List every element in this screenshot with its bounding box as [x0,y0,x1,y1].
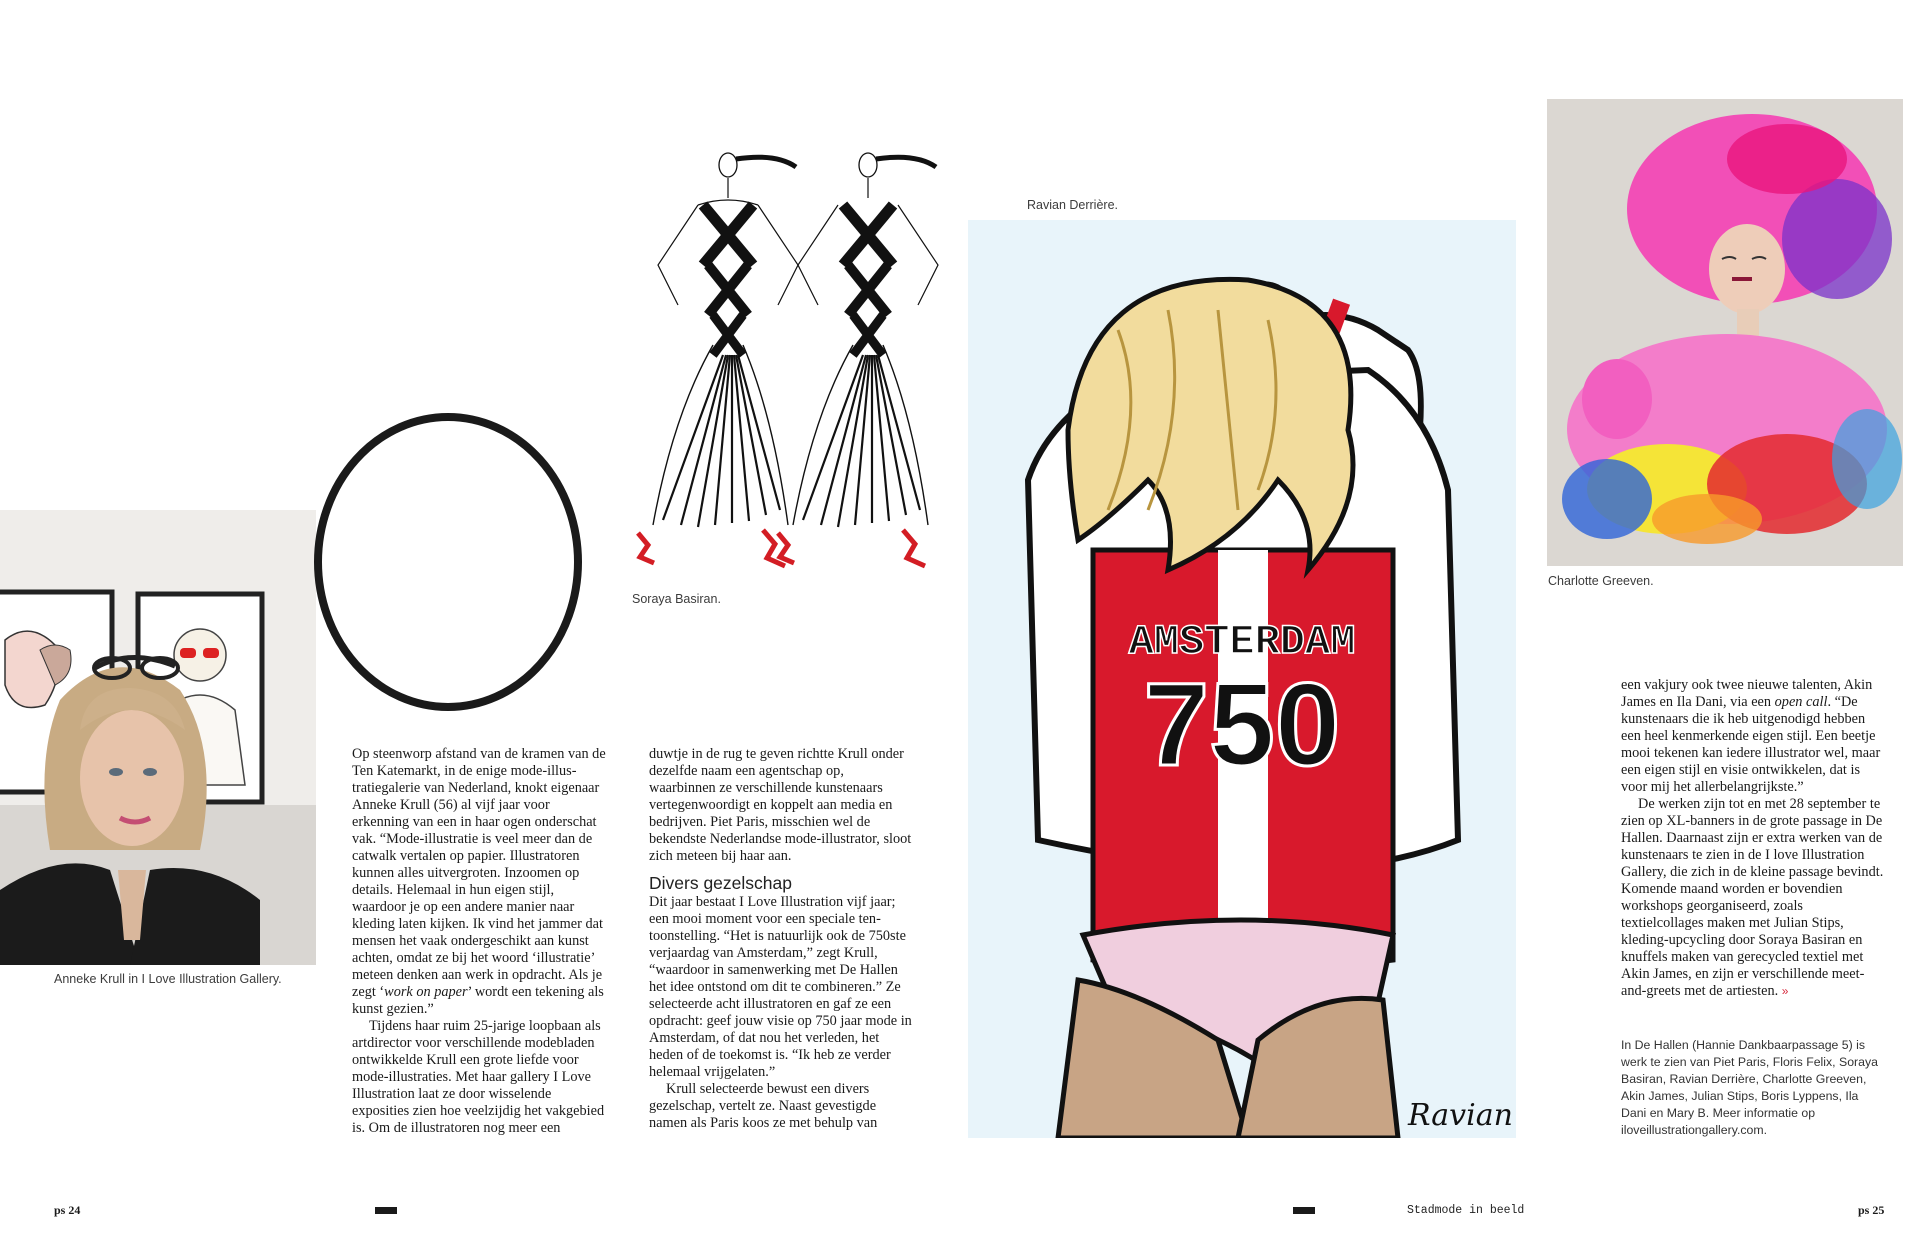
page-number-right: ps 25 [1858,1203,1885,1217]
caption-photo: Anneke Krull in I Love Illustration Gallery. [54,972,282,986]
text-column-3 [1621,677,1886,1000]
jersey-word: AMSTERDAM [1128,618,1356,666]
ravian-illustration [968,220,1516,1138]
paragraph: duwtje in de rug te geven richtte Krull onder dezelfde naam een agentschap op, waarbinnen ze verschillende kunstenaars vertegenwoordigt en koppelt aan media en bedrijven. Piet Paris, misschien wel de bekendste Nederlandse mode-illustrator, sloot zich meteen bij haar aan. [649,746,912,864]
portrait-photo [0,510,316,965]
text-column-2 [649,746,914,1132]
caption-soraya: Soraya Basiran. [632,592,721,606]
caption-ravian: Ravian Derrière. [1027,198,1119,212]
jersey-number: 750 [1143,659,1341,791]
page-number-left: ps 24 [54,1203,81,1217]
footer-bar-right [1293,1207,1315,1214]
footer-bar-left [375,1207,397,1214]
paragraph: De werken zijn tot en met 28 september te zien op XL-banners in de grote passage in De Hallen. Daarnaast zijn er extra werken van de kunstenaars te zien in de I love Illustration Gallery, die zich in de kleine passage bevindt. Komende maand worden er bovendien workshops georganiseerd, zoals textielcollages maken met Julian Stips, kleding-upcycling door Soraya Basiran en knuffels maken van gerecycled textiel met Akin James, en zijn er verschillende meet-and-greets met de artiesten. » [1621,796,1884,999]
paragraph: Op steenworp afstand van de kramen van de Ten Katemarkt, in de enige mode-illustratiegalerie van Nederland, knokt eigenaar Anneke Krull (56) al vijf jaar voor erkenning van een in haar ogen onderschat vak. “Mode-illustratie is veel meer dan de catwalk vertalen op papier. Illustratoren kunnen alles uitvergroten. Inzoomen op details. Helemaal in hun eigen stijl, waardoor je op een andere manier naar kleding laten kijken. Ik vind het jammer dat mensen het vaak ondergeschikt aan kunst achten, omdat ze bij het woord ‘illustratie’ meteen denken aan werk in opdracht. Als je zegt ‘work on paper’ wordt een tekening als kunst gezien.” [352,746,606,1017]
text-column-1 [352,746,610,1137]
fashion-illustration [628,145,950,580]
end-mark: » [1781,984,1789,998]
paragraph: een vakjury ook twee nieuwe talenten, Akin James en Ila Dani, via een open call. “De kunstenaars die ik heb uitgenodigd hebben een heel kenmerkende eigen stijl. Een beetje mooi tekenen kan iedere illustrator wel, maar een eigen stijl en visie ontwikkelen, dat is voor mij het allerbelangrijkste.” [1621,677,1881,795]
paragraph: Tijdens haar ruim 25-jarige loopbaan als artdirector voor verschillende modebladen ontwikkelde Krull een grote liefde voor mode-illustraties. Met haar gallery I Love Illustration laat ze door wisselende exposities zien hoe veelzijdig het vakgebied is. Om de illustratoren nog meer een [352,1018,605,1136]
section-heading: Divers gezelschap [649,873,792,893]
info-box: In De Hallen (Hannie Dankbaarpassage 5) is werk te zien van Piet Paris, Floris Felix, Soraya Basiran, Ravian Derrière, Charlotte Greeven, Akin James, Julian Stips, Boris Lyppens, Ila Dani en Mary B. Meer informatie op iloveillustrationgallery.com. [1621,1038,1878,1137]
running-title: Stadmode in beeld [1407,1204,1525,1217]
signature: Ravian [1408,1098,1513,1133]
watercolor-painting [1547,99,1903,566]
paragraph: Dit jaar bestaat I Love Illustration vijf jaar; een mooi moment voor een speciale tentoonstelling. “Het is natuurlijk ook de 750ste verjaardag van Amsterdam,” zegt Krull, “waardoor in samenwerking met De Hallen het idee ontstond om dit te combineren.” Ze selecteerde acht illustratoren en gaf ze een opdracht: geef jouw visie op 750 jaar mode in Amsterdam, of dat nou het verleden, het heden of de toekomst is. “Ik heb ze verder helemaal vrijgelaten.” [649,894,912,1080]
paragraph: Krull selecteerde bewust een divers gezelschap, vertelt ze. Naast gevestigde namen als Paris koos ze met behulp van [649,1081,878,1131]
caption-charlotte: Charlotte Greeven. [1548,574,1654,588]
ring-shape [308,410,588,715]
